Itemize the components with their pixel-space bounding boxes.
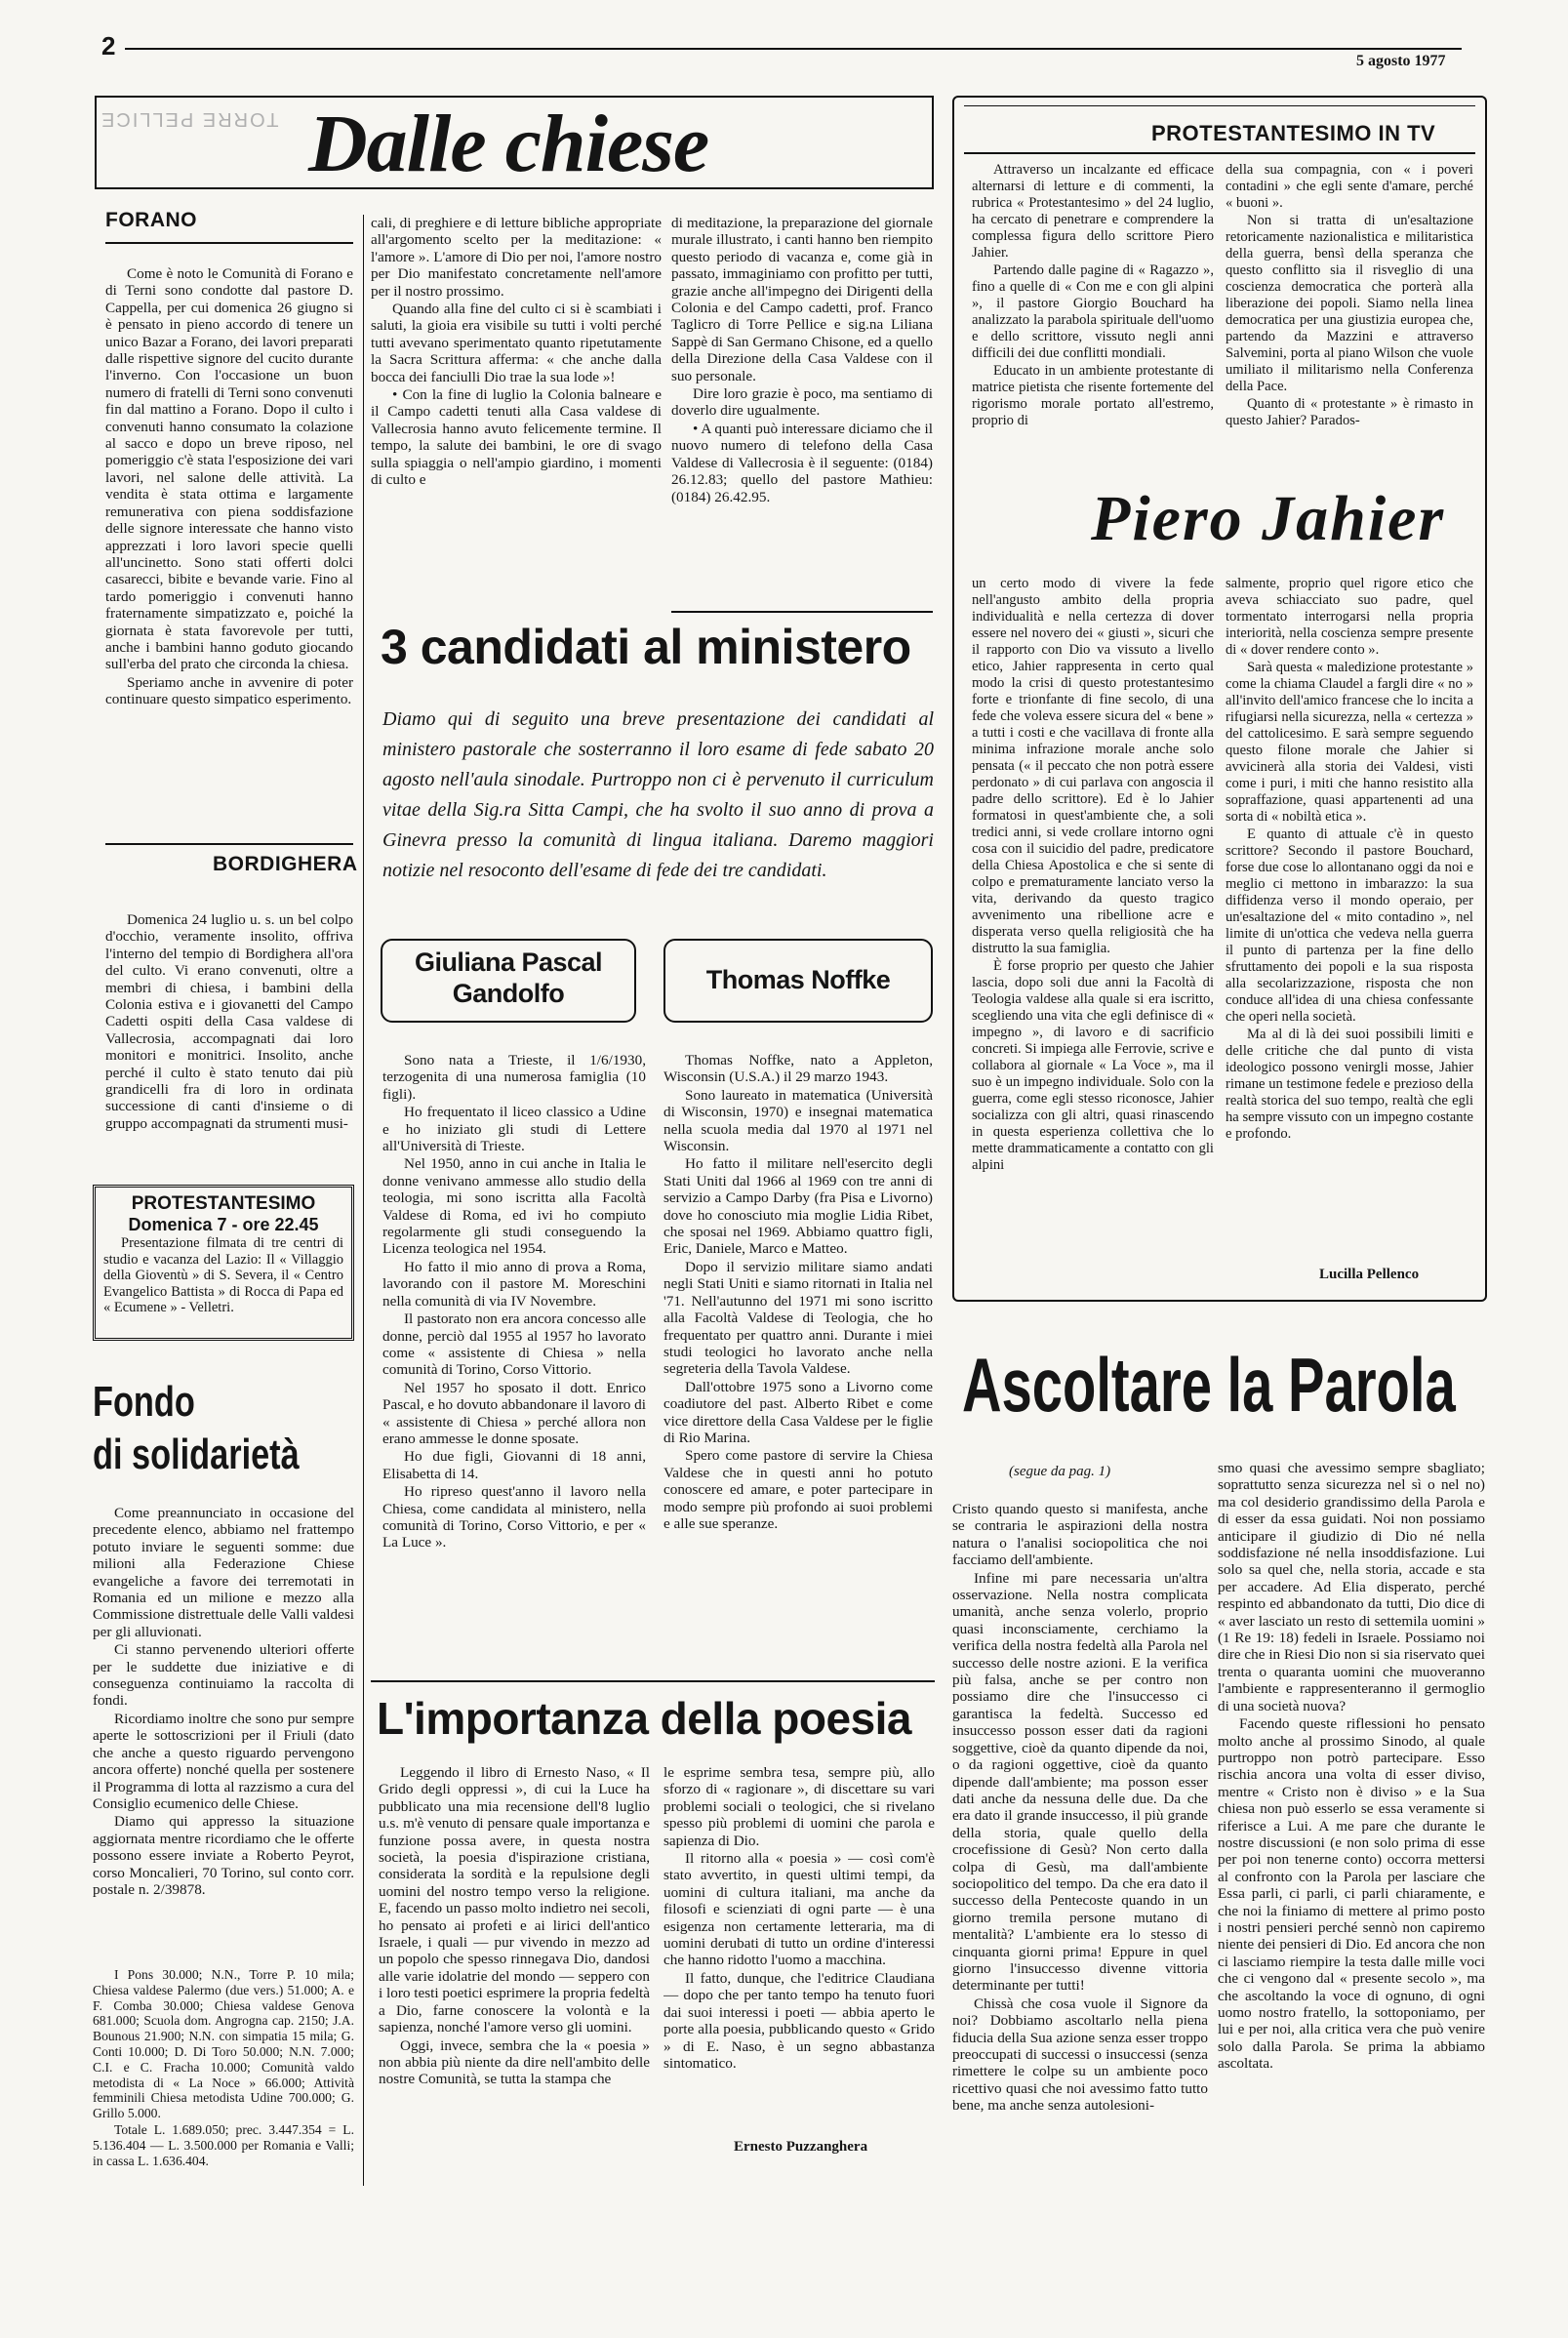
paragraph: Educato in un ambiente protestante di matrice pietista che risente fortemente del rigorismo morale portato all'estremo, proprio di bbox=[972, 363, 1214, 428]
tv-top-rule bbox=[964, 105, 1475, 106]
name-box-gandolfo bbox=[381, 939, 636, 1023]
page-number: 2 bbox=[101, 31, 116, 60]
tv-col-3 bbox=[972, 576, 1214, 1259]
paragraph: Ho due figli, Giovanni di 18 anni, Elisabetta di 14. bbox=[382, 1448, 646, 1482]
bordighera-article bbox=[105, 911, 353, 1177]
paragraph: Nel 1957 ho sposato il dott. Enrico Pascal, e ho dovuto abbandonare il lavoro di « assistente di Chiesa » perché allora non erano ammesse le donne sposate. bbox=[382, 1379, 646, 1447]
paragraph: Ho frequentato il liceo classico a Udine e ho iniziato gli studi di Lettere all'Università di Trieste. bbox=[382, 1104, 646, 1155]
ascoltare-segue: (segue da pag. 1) bbox=[1009, 1464, 1111, 1479]
poesia-col-2 bbox=[663, 1764, 935, 2127]
forano-rule bbox=[105, 242, 353, 244]
paragraph: Thomas Noffke, nato a Appleton, Wisconsin (U.S.A.) il 29 marzo 1943. bbox=[663, 1052, 933, 1086]
poesia-title: L'importanza della poesia bbox=[377, 1693, 912, 1744]
page-date: 5 agosto 1977 bbox=[1356, 53, 1446, 69]
col-separator bbox=[363, 215, 364, 2186]
paragraph: Ci stanno pervenendo ulteriori offerte per le suddette due iniziative e di conseguenza continuiamo la raccolta di fondi. bbox=[93, 1641, 354, 1710]
ascoltare-col-1 bbox=[952, 1501, 1208, 2307]
paragraph: le esprime sembra tesa, sempre più, allo sforzo di « ragionare », di discettare su vari problemi sociali o teologici, che si rivelano spesso più problemi di uomini che parola e sapienza di Dio. bbox=[663, 1764, 935, 1849]
paragraph: • A quanti può interessare diciamo che il nuovo numero di telefono della Casa Valdese di Vallecrosia è il seguente: (0184) 26.12.83; quello del pastore Mathieu: (0184) 26.42.95. bbox=[671, 420, 933, 505]
forano-article bbox=[105, 265, 353, 826]
paragraph: Non si tratta di un'esaltazione retoricamente nazionalistica e militaristica della guerra, bensì della speranza che questo conflitto sia il risveglio di una coscienza democratica che porterà alla liberazione dei popoli. Siamo nella linea democratica per una giustizia europea che, partendo da Mazzini e attraverso Salvemini, porta al piano Wilson che vuole umiliato il militarismo nella Conferenza della Pace. bbox=[1226, 213, 1473, 394]
fondo-list bbox=[93, 1967, 354, 2178]
bordighera-cont-1 bbox=[371, 215, 662, 605]
gandolfo-article bbox=[382, 1052, 646, 1657]
box-title: PROTESTANTESIMO bbox=[131, 1193, 316, 1214]
tv-col-4 bbox=[1226, 576, 1473, 1259]
stamp-mark: TORRE PELLICE bbox=[100, 108, 279, 130]
candidate-name: Giuliana Pascal bbox=[414, 947, 603, 977]
paragraph: • Con la fine di luglio la Colonia balneare e il Campo cadetti tenuti alla Casa valdese di Vallecrosia hanno avuto felicemente termine. Il tempo, la salute dei bambini, le ore di svago sulla spiaggia o nell'ampio giardino, i momenti di culto e bbox=[371, 386, 662, 489]
paragraph: Sono laureato in matematica (Università di Wisconsin, 1970) e insegnai matematica nella scuola media dal 1970 al 1971 nel Wisconsin. bbox=[663, 1086, 933, 1155]
paragraph: Quando alla fine del culto ci si è scambiati i saluti, la gioia era visibile su tutti i volti perché tutti avevano sperimentato quanto ripetutamente la Sacra Scrittura afferma: « che anche dalla bocca dei fanciulli Dio trae la sua lode »! bbox=[371, 301, 662, 385]
paragraph: È forse proprio per questo che Jahier lascia, dopo soli due anni la Facoltà di Teologia valdese alla quale si era iscritto, scegliendo una vita che egli definisce di « impegno », di lavoro e di sacrificio concreti. Si impiega alle Ferrovie, scrive e collabora al giornale « La Voce », ma il suo è un impegno individuale. Solo con la guerra, come egli stesso riconosce, Jahier socializza con gli altri, quasi rinascendo in questa esperienza collettiva che lo mette drammaticamente a contatto con gli alpini bbox=[972, 958, 1214, 1173]
box-text: Presentazione filmata di tre centri di studio e vacanza del Lazio: Il « Villaggio della Gioventù » di S. Severa, il « Centro Evangelico Battista » di Rocca di Papa ed « Ecumene » - Velletri. bbox=[103, 1235, 343, 1315]
header-rule bbox=[125, 48, 1462, 50]
candidati-title: 3 candidati al ministero bbox=[381, 620, 911, 674]
box-subtitle: Domenica 7 - ore 22.45 bbox=[128, 1215, 319, 1234]
poesia-top-rule bbox=[371, 1680, 935, 1682]
main-title: Dalle chiese bbox=[308, 99, 709, 189]
paragraph: smo quasi che avessimo sempre sbagliato; soprattutto senza sicurezza nel sì o nel no) ma col desiderio grandissimo della Parola e di esser da essa guidati. Noi non possiamo anticipare il giudizio di Dio né nella soddisfazione né nella insoddisfazione. Lui solo sa quel che, nella storia, accade e sta per accadere. Ad Elia disperato, perché respinto ed abbandonato da tutti, Dio dice di « aver lasciato un resto di settemila uomini » (1 Re 19: 18) fedeli in Israele. Possiamo noi dire che in Riesi Dio non si sia riservato quei trenta o quaranta uomini che muoveranno l'ambiente e rappresenteranno il germoglio di una società nuova? bbox=[1218, 1460, 1485, 1714]
candidati-intro: Diamo qui di seguito una breve presentazione dei candidati al ministero pastorale che sosterranno il loro esame di fede sabato 20 agosto nell'aula sinodale. Purtroppo non ci è pervenuto il curriculum vitae della Sig.ra Sitta Campi, che ha svolto il suo anno di prova a Ginevra presso la comunità di lingua italiana. Daremo maggiori notizie nel resoconto dell'esame di fede dei tre candidati. bbox=[382, 708, 934, 881]
paragraph: Speriamo anche in avvenire di poter continuare questo simpatico esperimento. bbox=[105, 673, 353, 708]
paragraph: Dall'ottobre 1975 sono a Livorno come coadiutore del past. Alberto Ribet e come vice direttore della Casa Valdese per le figlie di Rio Marina. bbox=[663, 1378, 933, 1446]
tv-header: PROTESTANTESIMO IN TV bbox=[1151, 121, 1436, 145]
paragraph: Quanto di « protestante » è rimasto in questo Jahier? Parados- bbox=[1226, 396, 1473, 428]
paragraph: Leggendo il libro di Ernesto Naso, « Il Grido degli oppressi », di cui la Luce ha pubblicato una mia recensione dell'8 luglio u.s. m'è venuto di pensare quale importanza e funzione possa avere, in questa nostra società, la poesia d'ispirazione cristiana, considerata la sordità e la repulsione degli uomini del nostro tempo verso la religione. E, facendo un passo molto indietro nei secoli, ho pensato ai profeti e ai lirici dell'antico Israele, i quali — pur vivendo in mezzo ad un popolo che spesso rinnegava Dio, dandosi alle varie idolatrie del mondo — seppero con i loro testi poetici esprimere la propria fedeltà a Dio, farne conoscere la volontà e la sapienza, nonché l'amore verso gli uomini. bbox=[379, 1764, 650, 2036]
paragraph: Nel 1950, anno in cui anche in Italia le donne venivano ammesse allo studio della teologia, mi sono iscritta alla Facoltà Valdese di Roma, ed ivi ho compiuto regolarmente gli studi conseguendo la Licenza teologica nel 1954. bbox=[382, 1155, 646, 1258]
poesia-author: Ernesto Puzzanghera bbox=[734, 2139, 868, 2155]
paragraph: Dopo il servizio militare siamo andati negli Stati Uniti e siamo ritornati in Italia nel '71. Nell'autunno del 1971 mi sono iscritto alla Facoltà Valdese di Teologia, che ho frequentato per quattro anni. Durante i miei studi teologici ho lavorato anche nella segreteria della Tavola Valdese. bbox=[663, 1258, 933, 1378]
fondo-article bbox=[93, 1505, 354, 1965]
paragraph: Spero come pastore di servire la Chiesa Valdese che in questi anni ho potuto conoscere ed amare, e poter partecipare in modo sempre più profondo ai suoi problemi e alle sue speranze. bbox=[663, 1447, 933, 1532]
protestantesimo-box bbox=[93, 1185, 354, 1341]
candidati-top-rule bbox=[671, 611, 933, 613]
tv-header-rule bbox=[964, 152, 1475, 154]
paragraph: Dire loro grazie è poco, ma sentiamo di doverlo dire ugualmente. bbox=[671, 385, 933, 420]
paragraph: Il ritorno alla « poesia » — così com'è stato avvertito, in questi ultimi tempi, da uomini di cultura italiani, ma anche da filosofi e scienziati di ogni parte — è una esigenza non certamente letteraria, ma di uomini derubati di tutto un ordine d'interessi che hanno ridotto l'uomo a macchina. bbox=[663, 1850, 935, 1969]
paragraph: Come preannunciato in occasione del precedente elenco, abbiamo nel frattempo potuto inviare le seguenti somme: due milioni alla Federazione Chiese evangeliche a favore dei terremotati in Romania ed un milione e mezzo alla Commissione distrettuale delle Valli valdesi per gli alluvionati. bbox=[93, 1505, 354, 1640]
paragraph: E quanto di attuale c'è in questo scrittore? Secondo il pastore Bouchard, forse due cose lo allontanano oggi da noi e meglio ci mettono in imbarazzo: la sua diffidenza verso il mondo operaio, per un'esaltazione del « mito contadino », nel limite di un'ottica che vedeva nella guerra il punto di partenza per la fine dello sfruttamento dei popoli e la sua risposta alla secolarizzazione, risposta che non conduce all'idea di una chiesa confessante che operi nella società. bbox=[1226, 826, 1473, 1025]
bordighera-rule bbox=[105, 843, 353, 845]
name-box-noffke bbox=[663, 939, 933, 1023]
paragraph: Ho ripreso quest'anno il lavoro nella Chiesa, come candidata al ministero, nella comunità di Torino, Corso Vittorio, e per « La Luce ». bbox=[382, 1483, 646, 1552]
ascoltare-col-2 bbox=[1218, 1460, 1485, 2311]
paragraph: Partendo dalle pagine di « Ragazzo », fino a quelle di « Con me e con gli alpini », il pastore Giorgio Bouchard ha analizzato la parabola spirituale dell'uomo e dello scrittore, vissuto negli anni difficili dei due conflitti mondiali. bbox=[972, 262, 1214, 361]
paragraph: Chissà che cosa vuole il Signore da noi? Dobbiamo ascoltarlo nella piena fiducia della Sua azione senza esser troppo preoccupati di successi o insuccessi (senza rimettere le colpe su un ambiente poco ricettivo quasi che noi avessimo fatto tutto bene, ma anche senza autolesioni- bbox=[952, 1995, 1208, 2115]
bordighera-title: BORDIGHERA bbox=[213, 853, 358, 875]
paragraph: della sua compagnia, con « i poveri contadini » che egli sente d'amare, perché « buoni ». bbox=[1226, 162, 1473, 211]
paragraph: Facendo queste riflessioni ho pensato molto anche al prossimo Sinodo, al quale purtroppo non potrò partecipare. Esso rischia ancora una volta di esser diviso, mentre « Cristo non è diviso » e la Sua chiesa non può esserlo se essa veramente si riferisce a Lui. A me pare che durante le nostre discussioni (e non solo prima di esse per poi non tenerne conto) occorra mettersi al confronto con la Parola per lasciare che Essa parli, ci parli, ci parli chiaramente, e che noi la finiamo di mettere al primo posto i nostri pensieri perché sennò non capiremo niente dei pensieri di Dio. Ed ancora che non ci lasciamo riempire la testa dalle mille voci che ci vengono dal « presente secolo », ma che ascoltando la voce di ognuno, di ogni uomo nostro fratello, la sottoponiamo, per lui e per noi, alla critica vera che può venire solo dalla Parola. Se prima la abbiamo ascoltata. bbox=[1218, 1715, 1485, 2073]
paragraph: Oggi, invece, sembra che la « poesia » non abbia più niente da dire nell'ambito delle nostre Comunità, se tutta la stampa che bbox=[379, 2036, 650, 2088]
paragraph: Attraverso un incalzante ed efficace alternarsi di letture e di commenti, la rubrica « Protestantesimo » del 24 luglio, ha cercato di penetrare e comprendere la complessa figura dello scrittore Piero Jahier. bbox=[972, 162, 1214, 261]
tv-col-2 bbox=[1226, 162, 1473, 476]
paragraph: Sarà questa « maledizione protestante » come la chiama Claudel a fargli dire « no » all'invito dell'amico francese che lo incita a rifugiarsi nella sicurezza, nella « certezza » del cattolicesimo. E sarà sempre seguendo questo filone morale che Jahier si avvicinerà alla storia dei Valdesi, visti come i puri, i miti che hanno resistito alla sopraffazione, quasi appartenenti ad una sorta di « nobiltà etica ». bbox=[1226, 660, 1473, 825]
donation-total: Totale L. 1.689.050; prec. 3.447.354 = L. 5.136.404 — L. 3.500.000 per Romania e Valli; in cassa L. 1.636.404. bbox=[93, 2121, 354, 2168]
candidate-name: Thomas Noffke bbox=[705, 965, 891, 994]
bordighera-cont-2 bbox=[671, 215, 933, 605]
paragraph: Domenica 24 luglio u. s. un bel colpo d'occhio, veramente insolito, offriva l'interno del tempio di Bordighera all'ora del culto. Vi erano convenuti, oltre a membri di chiesa, i bambini della Colonia estiva e i giovanetti del Campo Cadetti ospiti della Casa valdese di Vallecrosia, accompagnati dai loro monitori e monitrici. Insolito, anche perché il culto è stato tenuto dai più grandicelli fra di loro in ordinata successione di canti d'insieme o di gruppo accompagnati da strumenti musi- bbox=[105, 911, 353, 1132]
paragraph: Sono nata a Trieste, il 1/6/1930, terzogenita di una numerosa famiglia (10 figli). bbox=[382, 1052, 646, 1103]
tv-author: Lucilla Pellenco bbox=[1319, 1267, 1420, 1282]
paragraph: Il pastorato non era ancora concesso alle donne, perciò dal 1955 al 1957 ho lavorato come « assistente di Chiesa » nella comunità di Torino, Corso Vittorio. bbox=[382, 1310, 646, 1379]
paragraph: Il fatto, dunque, che l'editrice Claudiana — dopo che per tanto tempo ha tenuto fuori dai suoi interessi i poeti — abbia aperto le porte alla poesia, pubblicando questo « Grido » di E. Naso, è un segno abbastanza sintomatico. bbox=[663, 1969, 935, 2072]
paragraph: Ma al di là dei suoi possibili limiti e delle critiche che dal punto di vista ideologico possono venirgli mosse, Jahier rimane un testimone fedele e prezioso della realtà storica del suo tempo, realtà che egli ha sempre vissuto con un impegno costante e profondo. bbox=[1226, 1027, 1473, 1142]
paragraph: Ho fatto il mio anno di prova a Roma, lavorando con il pastore M. Moreschini nella comunità di via IV Novembre. bbox=[382, 1258, 646, 1310]
paragraph: Come è noto le Comunità di Forano e di Terni sono condotte dal pastore D. Cappella, per cui domenica 26 giugno si è pensato in pieno accordo di tenere un unico Bazar a Forano, dei lavori preparati dalle rispettive signore del cucito durante l'inverno. Con l'occasione un buon numero di fratelli di Terni sono convenuti fin dal mattino a Forano. Dopo il culto i convenuti hanno consumato la colazione al sacco e dopo un breve riposo, nel pomeriggio c'è stata l'esposizione dei vari lavori, nel salone delle attività. La vendita è stata ottima e largamente remunerativa con piena soddisfazione delle signore interessate che hanno visto apprezzati i loro lavori specie quelli all'uncinetto. Sono stati offerti dolci casarecci, bibite e bevande varie. Fino al tardo pomeriggio i convenuti hanno fraternamente simpatizzato e, poiché la giornata è stata favorevole per tutti, anche i bambini hanno goduto giocando sull'erba del prato che circonda la chiesa. bbox=[105, 265, 353, 673]
tv-col-1 bbox=[972, 162, 1214, 476]
candidate-name: Gandolfo bbox=[452, 979, 565, 1008]
paragraph: cali, di preghiere e di letture bibliche appropriate all'argomento scelto per la meditazione: « l'amore ». L'amore di Dio per noi, l'amore nostro per Dio manifestato concretamente nell'amore per il nostro prossimo. bbox=[371, 215, 662, 300]
tv-name-title: Piero Jahier bbox=[1091, 483, 1446, 554]
fondo-title-1: Fondo bbox=[93, 1378, 195, 1426]
forano-title: FORANO bbox=[105, 209, 197, 231]
paragraph: salmente, proprio quel rigore etico che aveva schiacciato suo padre, quel tormentato interrogarsi nella propria interiorità, nella coscienza sempre presente di « dover rendere conto ». bbox=[1226, 576, 1473, 658]
ascoltare-title: Ascoltare la Parola bbox=[962, 1342, 1456, 1428]
paragraph: di meditazione, la preparazione del giornale murale illustrato, i canti hanno ben riempito questo periodo di vacanza e, come già in passato, immaginiamo con profitto per tutti, grazie anche all'impegno dei Dirigenti della Colonia e del Campo cadetti, prof. Franco Taglicro di Torre Pellice e sig.na Liliana Sappè di San Germano Chisone, ed a quello della Direzione della Casa Valdese con il suo personale. bbox=[671, 215, 933, 384]
paragraph: Ho fatto il militare nell'esercito degli Stati Uniti dal 1966 al 1969 con tre anni di servizio a Campo Darby (fra Pisa e Livorno) dove ho conosciuto mia moglie Lidia Ribet, che sposai nel 1969. Abbiamo quattro figli, Eric, Daniele, Marco e Matteo. bbox=[663, 1155, 933, 1258]
paragraph: Infine mi pare necessaria un'altra osservazione. Nella nostra complicata umanità, anche senza volerlo, proprio quasi inconsciamente, cerchiamo la verifica della nostra fedeltà alla Parola nel successo delle nostre azioni. E la verifica più falsa, anche se per contro non possiamo dire che l'insuccesso ci garantisca la fedeltà. Successo ed insuccesso posson esser dati da ragioni soggettive, cioè da quanto dipende da noi, o da ragioni oggettive, cioè da quanto dipende dall'ambiente; ma posson esser dati anche da nessuna delle due. Da che era dato il grande insuccesso, il più grande della storia, quale quello della crocefissione di Gesù? Non certo dalla colpa di Gesù, ma dall'ambiente sociopolitico del tempo. Da che era dato il successo della Pentecoste quando in un giorno tremila persone mutano di mentalità? L'ambiente era lo stesso di cinquanta giorni prima! Eppure in quel giorno l'insuccesso divenne vittoria determinante per tutti! bbox=[952, 1569, 1208, 1995]
paragraph: Ricordiamo inoltre che sono pur sempre aperte le sottoscrizioni per il Friuli (dato che anche a questo riguardo pervengono ancora offerte) nonché quella per sostenere il Programma di lotta al razzismo a cura del Consiglio ecumenico delle Chiese. bbox=[93, 1710, 354, 1812]
fondo-title-2: di solidarietà bbox=[93, 1431, 300, 1478]
donation-list: I Pons 30.000; N.N., Torre P. 10 mila; Chiesa valdese Palermo (due vers.) 51.000; A. e F. Comba 30.000; Chiesa valdese Genova 681.000; Scuola dom. Angrogna cap. 2150; J.A. Bounous 21.900; N.N. con simpatia 15 mila; G. Conti 10.000; D. Di Toro 50.000; N.N. 7.000; C.I. e C. Fracha 10.000; Comunità valdo metodista di « La Noce » 66.000; Attività femminili Chiesa metodista Udine 700.000; G. Grillo 5.000. bbox=[93, 1967, 354, 2121]
poesia-col-1 bbox=[379, 1764, 650, 2178]
noffke-article bbox=[663, 1052, 933, 1667]
paragraph: un certo modo di vivere la fede nell'angusto ambito della propria individualità e nella certezza di dover essere nel novero dei « giusti », sicuri che il rapporto con Dio va vissuto a livello etico, Jahier rappresenta in certo qual modo la crisi di questo protestantesimo forte e trionfante di fine secolo, di una fede che voleva essere sicura del « bene » a tutti i costi e che vacillava di fronte alla minima infrazione morale anche solo pensata (« il peccato che non potrà essere perdonato » di cui parlava con angoscia il padre dello scrittore). Ed è lo Jahier formatosi in quest'ambiente che, a soli tredici anni, si vede crollare intorno ogni cosa con il suicidio del padre, predicatore della Chiesa Apostolica e che si sente di colpo e prematuramente lanciato verso la vita, derivando da questo tragico avvenimento una ribellione acre e disperata verso quella religiosità che ha distrutto la sua famiglia. bbox=[972, 576, 1214, 956]
paragraph: Cristo quando questo si manifesta, anche se contraria le aspirazioni della nostra natura o l'analisi sociopolitica che noi facciamo dell'ambiente. bbox=[952, 1501, 1208, 1569]
paragraph: Diamo qui appresso la situazione aggiornata mentre ricordiamo che le offerte possono essere inviate a Roberto Peyrot, corso Moncalieri, 70 Torino, sul conto corr. postale n. 2/39878. bbox=[93, 1813, 354, 1898]
